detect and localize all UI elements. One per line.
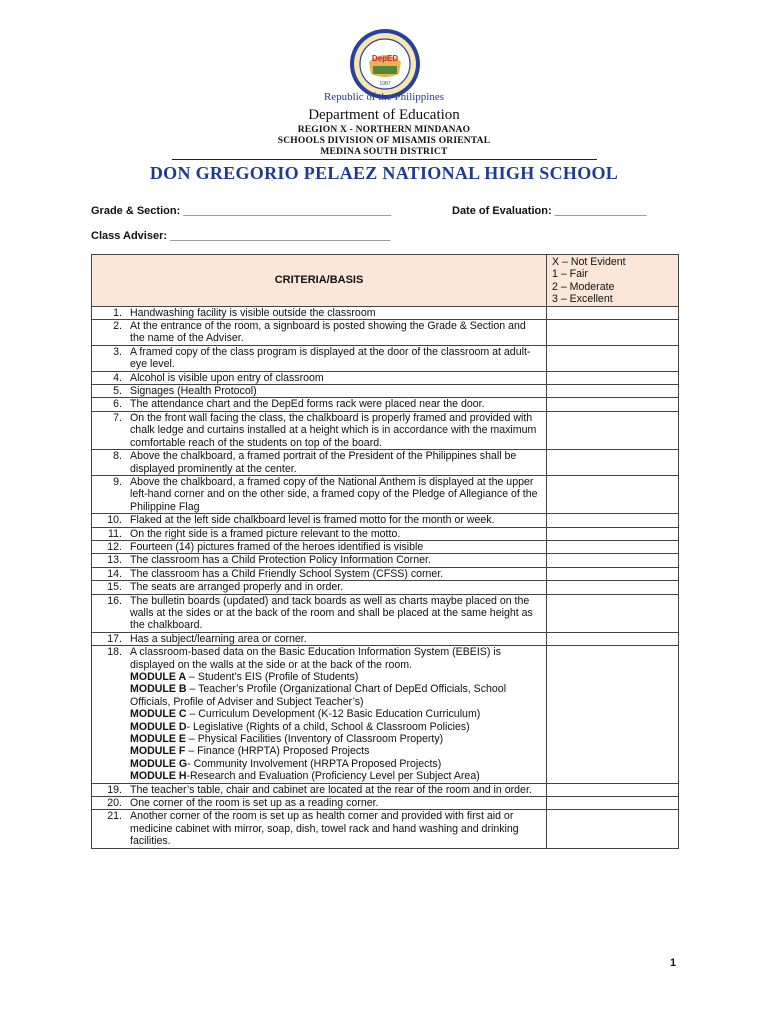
table-row [92,527,679,540]
rating-cell[interactable] [547,581,679,594]
criterion-text: Another corner of the room is set up as health corner and provided with first aid or medicine cabinet with mirror, soap, dish, towel rack and hand washing and drinking facilities. [130,810,519,848]
rating-legend [547,255,679,307]
row-number: 21. [107,810,122,823]
seal-text: DepED [371,54,399,63]
table-header-row [92,255,679,307]
module-item [130,758,538,770]
table-row [92,797,679,810]
module-description: -Research and Evaluation (Proficiency Level per Subject Area) [186,770,480,783]
school-name: DON GREGORIO PELAEZ NATIONAL HIGH SCHOOL [149,163,619,183]
table-row [92,514,679,527]
module-label: MODULE C [130,708,187,721]
deped-seal [349,28,421,100]
rating-cell[interactable] [547,306,679,319]
module-item [130,745,538,757]
rating-cell[interactable] [547,320,679,346]
criterion-text: A classroom-based data on the Basic Education Information System (EBEIS) is displayed on the walls at the side or at the back of the room. [130,646,501,671]
module-description: - Community Involvement (HRPTA Proposed Projects) [187,757,442,770]
criterion-text: The classroom has a Child Protection Policy Information Corner. [130,554,431,567]
rating-cell[interactable] [547,632,679,645]
rating-cell[interactable] [547,385,679,398]
rating-cell[interactable] [547,411,679,449]
table-row [92,475,679,513]
module-item [130,708,538,720]
criterion-text: The bulletin boards (updated) and tack boards as well as charts maybe placed on the walls at the sides or at the back of the room and shall be placed at the same height as the chalkboard. [130,594,533,632]
module-item [130,733,538,745]
module-label: MODULE B [130,683,187,696]
table-row [92,306,679,319]
grade-section-field[interactable]: Grade & Section: __________________________________ [91,205,392,217]
rating-cell[interactable] [547,797,679,810]
criterion-text: The attendance chart and the DepEd forms rack were placed near the door. [130,398,485,411]
rating-cell[interactable] [547,527,679,540]
rating-cell[interactable] [547,567,679,580]
module-description: – Physical Facilities (Inventory of Classroom Property) [185,733,444,746]
row-number: 6. [113,398,122,411]
page-number: 1 [670,957,677,969]
seal-year: 1987 [379,81,391,87]
row-number: 16. [107,594,122,607]
criterion-text: A framed copy of the class program is displayed at the door of the classroom at adult-eye level. [130,345,531,371]
module-item [130,683,538,708]
row-number: 17. [107,632,122,645]
rating-cell[interactable] [547,554,679,567]
row-number: 19. [107,783,122,796]
table-row [92,646,679,783]
rating-cell[interactable] [547,783,679,796]
module-label: MODULE F [130,745,186,758]
class-adviser-field[interactable]: Class Adviser: ____________________________________ [91,230,391,242]
republic-line: Republic of the Philippines [323,91,445,103]
row-number: 20. [107,797,122,810]
module-description: – Teacher’s Profile (Organizational Chart of DepEd Officials, School Officials, Profile of Adviser and Subject Teacher’s) [130,683,507,708]
row-number: 1. [113,306,122,319]
rating-cell[interactable] [547,540,679,553]
row-number: 18. [107,646,122,659]
evaluation-table [91,254,679,849]
module-description: – Student’s EIS (Profile of Students) [186,671,359,683]
legend-item: 1 – Fair [552,268,588,281]
module-item [130,721,538,733]
criteria-header: CRITERIA/BASIS [92,255,547,307]
row-number: 8. [113,450,122,463]
module-description: – Curriculum Development (K-12 Basic Education Curriculum) [186,708,481,721]
department-title: Department of Education [308,107,460,123]
table-row [92,398,679,411]
criterion-text: Handwashing facility is visible outside the classroom [130,306,376,319]
row-number: 10. [107,514,122,527]
criterion-text: One corner of the room is set up as a reading corner. [130,797,379,810]
module-label: MODULE E [130,733,186,746]
table-row [92,345,679,371]
table-row [92,783,679,796]
table-row [92,320,679,346]
criterion-text: The seats are arranged properly and in order. [130,581,344,594]
row-number: 7. [113,411,122,424]
module-description: – Finance (HRPTA) Proposed Projects [185,745,370,758]
rating-cell[interactable] [547,398,679,411]
criterion-text: Signages (Health Protocol) [130,385,257,398]
criterion-text: Alcohol is visible upon entry of classroom [130,371,324,384]
table-row [92,632,679,645]
table-row [92,411,679,449]
criterion-text: Above the chalkboard, a framed copy of the National Anthem is displayed at the upper left-hand corner and on the other side, a framed copy of the Pledge of Allegiance of the Philippine Flag [130,475,538,513]
module-description: - Legislative (Rights of a child, School & Classroom Policies) [186,720,470,733]
module-item [130,671,538,683]
module-label: MODULE A [130,671,187,683]
region-line: REGION X - NORTHERN MINDANAO [297,125,471,135]
module-item [130,770,538,782]
criterion-text: Flaked at the left side chalkboard level is framed motto for the month or week. [130,514,495,527]
row-number: 9. [113,475,122,488]
module-label: MODULE H [130,770,187,783]
row-number: 11. [108,527,122,540]
criterion-text: On the front wall facing the class, the chalkboard is properly framed and provided with chalk ledge and curtains installed at a height which is in accordance with the maximum comfortable reach of the students on top of the board. [130,411,537,449]
table-row [92,554,679,567]
table-row [92,810,679,848]
criterion-text: The teacher’s table, chair and cabinet are located at the rear of the room and in order. [130,783,532,796]
criterion-text: The classroom has a Child Friendly School System (CFSS) corner. [130,567,444,580]
district-line: MEDINA SOUTH DISTRICT [320,147,448,157]
header-rule [172,159,597,160]
rating-cell[interactable] [547,475,679,513]
table-row [92,450,679,476]
rating-cell[interactable] [547,594,679,632]
division-line: SCHOOLS DIVISION OF MISAMIS ORIENTAL [277,136,491,146]
table-row [92,594,679,632]
row-number: 3. [113,345,122,358]
date-evaluation-field[interactable]: Date of Evaluation: _______________ [452,205,647,217]
rating-cell[interactable] [547,345,679,371]
table-row [92,567,679,580]
legend-item: 2 – Moderate [552,280,615,293]
legend-item: X – Not Evident [552,256,626,268]
legend-item: 3 – Excellent [552,293,613,306]
table-row [92,581,679,594]
row-number: 13. [107,554,122,567]
rating-cell[interactable] [547,810,679,848]
criterion-text: Fourteen (14) pictures framed of the heroes identified is visible [130,540,424,553]
row-number: 2. [113,320,122,333]
row-number: 15. [107,581,122,594]
criterion-text: Has a subject/learning area or corner. [130,632,307,645]
table-row [92,385,679,398]
row-number: 5. [113,385,122,398]
row-number: 14. [107,567,122,580]
criterion-text: At the entrance of the room, a signboard is posted showing the Grade & Section and the name of the Adviser. [130,320,526,345]
row-number: 12. [107,540,122,553]
module-label: MODULE G [130,757,188,770]
rating-cell[interactable] [547,514,679,527]
rating-cell[interactable] [547,450,679,476]
module-label: MODULE D [130,720,187,733]
row-number: 4. [113,371,122,384]
table-row [92,540,679,553]
criterion-text: On the right side is a framed picture relevant to the motto. [130,527,401,540]
table-row [92,371,679,384]
criterion-text: Above the chalkboard, a framed portrait of the President of the Philippines shall be displayed prominently at the center. [130,450,517,475]
rating-cell[interactable] [547,371,679,384]
rating-cell[interactable] [547,646,679,783]
